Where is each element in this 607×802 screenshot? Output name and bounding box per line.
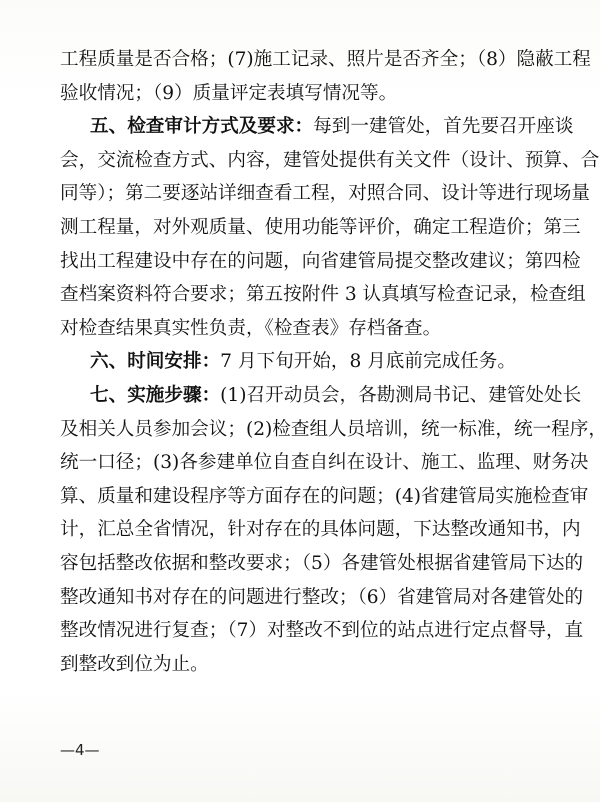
section-7-line: 及相关人员参加会议；(2)检查组人员培训，统一标准，统一程序， xyxy=(60,418,607,440)
section-5-line: 查档案资料符合要求；第五按附件 3 认真填写检查记录，检查组 xyxy=(60,284,586,306)
section-7-last-line: 到整改到位为止。 xyxy=(60,653,209,675)
section-5-line: 同等）；第二要逐站详细查看工程，对照合同、设计等进行现场量 xyxy=(60,183,590,205)
section-7-first-line xyxy=(90,381,582,411)
section-7-heading: 七、实施步骤： xyxy=(90,385,221,406)
section-7-line: 算、质量和建设程序等方面存在的问题；(4)省建管局实施检查审 xyxy=(60,485,589,507)
section-7-line: 容包括整改依据和整改要求；（5）各建管处根据省建管局下达的 xyxy=(60,553,584,574)
section-7-line: 整改情况进行复查；（7）对整改不到位的站点进行定点督导，直 xyxy=(60,620,584,642)
section-5-last-line: 对检查结果真实性负责，《检查表》存档备查。 xyxy=(60,317,442,339)
continuation-line-1: 工程质量是否合格；(7)施工记录、照片是否齐全；（8）隐蔽工程 xyxy=(60,49,591,70)
section-6-line xyxy=(90,347,546,377)
section-5-line: 找出工程建设中存在的问题，向省建管局提交整改建议；第四检 xyxy=(60,250,581,272)
section-5-first-line xyxy=(90,112,574,142)
section-7-line: 统一口径；(3)各参建单位自查自纠在设计、施工、监理、财务决 xyxy=(60,452,589,474)
section-5-line: 测工程量，对外观质量、使用功能等评价，确定工程造价；第三 xyxy=(60,217,581,238)
section-5-heading: 五、检查审计方式及要求： xyxy=(90,116,314,138)
section-5-line: 会，交流检查方式、内容，建管处提供有关文件（设计、预算、合 xyxy=(60,149,600,171)
section-6-heading: 六、时间安排： xyxy=(90,351,221,373)
section-5-first-line-text: 每到一建管处，首先要召开座谈 xyxy=(313,116,574,138)
section-6-text: 7 月下旬开始，8 月底前完成任务。 xyxy=(220,351,516,373)
continuation-line-2: 验收情况；（9）质量评定表填写情况等。 xyxy=(60,82,398,104)
section-7-line: 计，汇总全省情况，针对存在的具体问题，下达整改通知书，内 xyxy=(60,519,581,541)
section-7-line: 整改通知书对存在的问题进行整改；（6）省建管局对各建管处的 xyxy=(60,586,584,608)
section-7-first-line-text: (1)召开动员会，各勘测局书记、建管处处长 xyxy=(220,385,582,406)
page-number: —4— xyxy=(60,741,100,759)
